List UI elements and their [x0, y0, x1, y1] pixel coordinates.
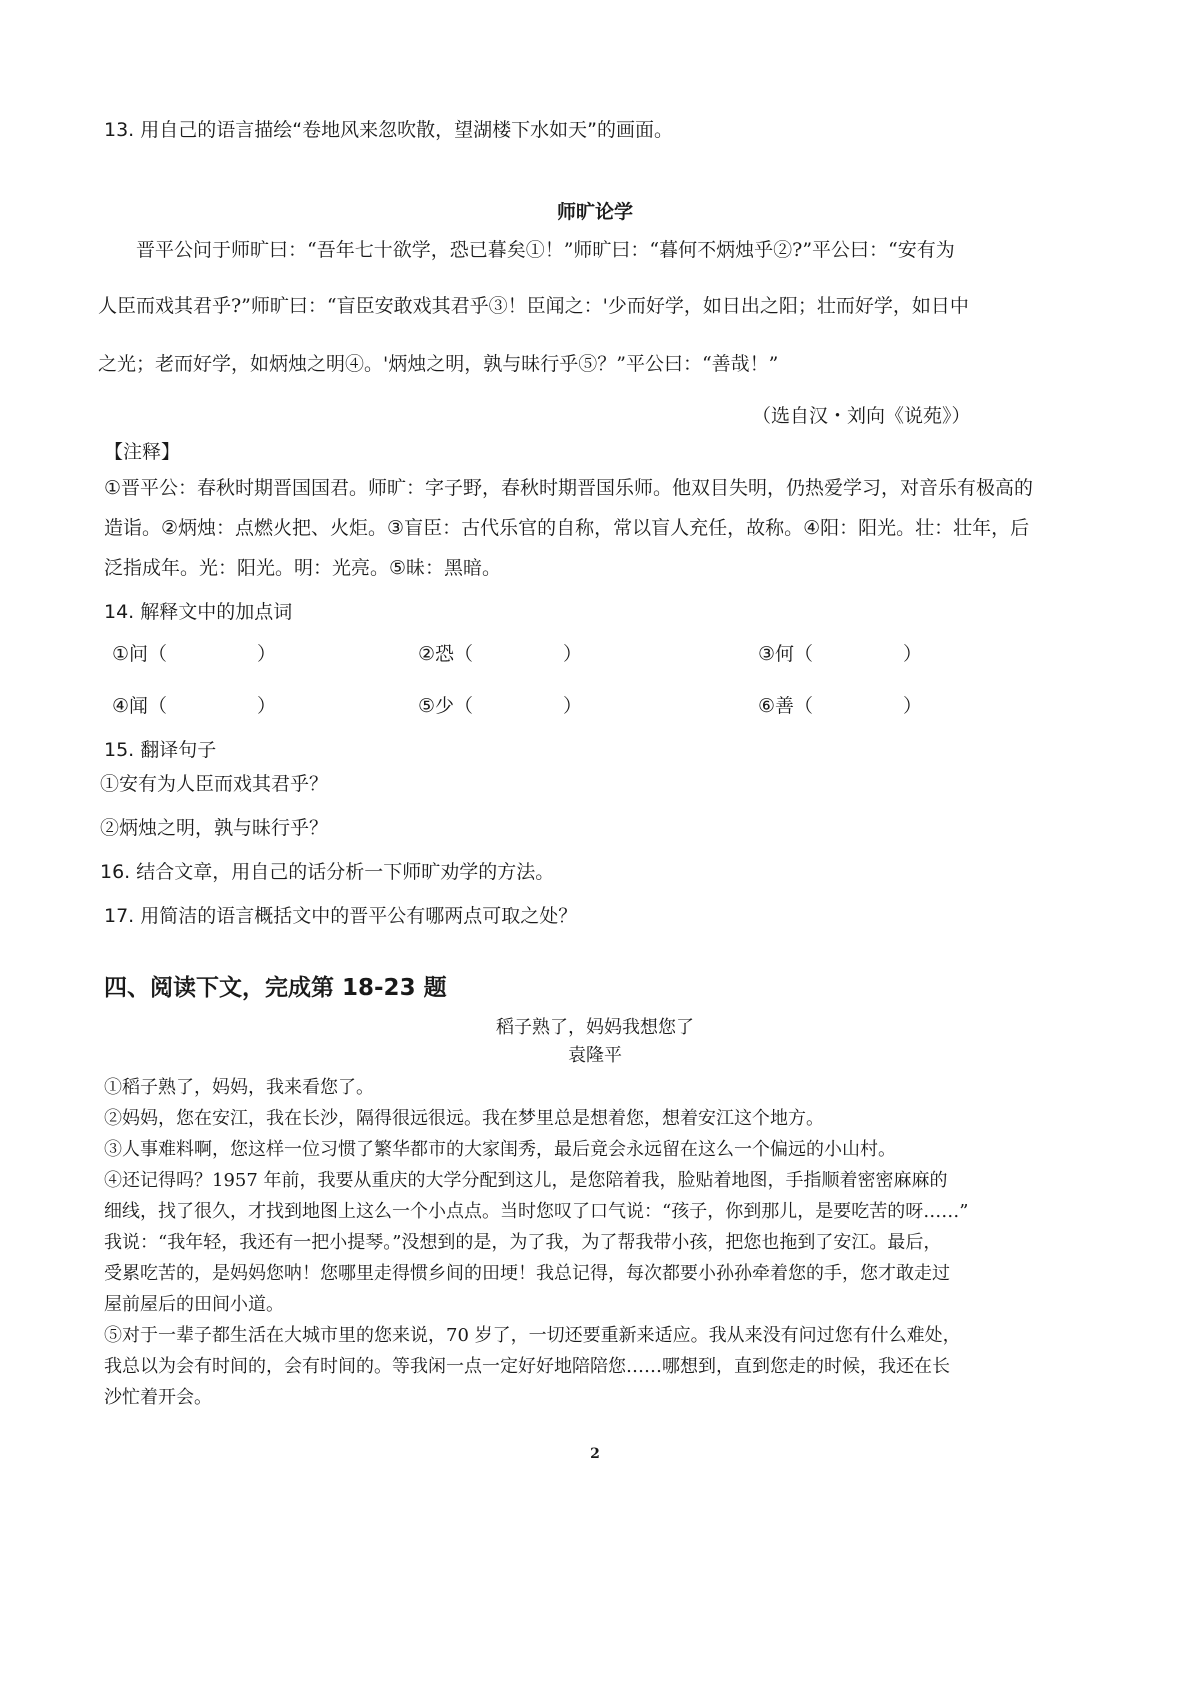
q14-item-4: ④闻（ ） [112, 695, 277, 717]
story-line-2: ②妈妈，您在安江，我在长沙，隔得很远很远。我在梦里总是想着您，想着安江这个地方。 [104, 1108, 824, 1129]
story-line-5: 细线，找了很久，才找到地图上这么一个小点点。当时您叹了口气说：“孩子，你到那儿，是要吃苦的呀……” [104, 1201, 969, 1222]
question-16: 16. 结合文章，用自己的话分析一下师旷劝学的方法。 [100, 861, 555, 883]
q14-item-3: ③何（ ） [758, 643, 923, 665]
classical-text-line-1: 晋平公问于师旷曰：“吾年七十欲学，恐已暮矣①！”师旷曰：“暮何不炳烛乎②?”平公曰：“安有为 [136, 239, 955, 261]
question-15-sentence-1: ①安有为人臣而戏其君乎？ [100, 773, 329, 795]
story-line-8: 屋前屋后的田间小道。 [104, 1294, 284, 1315]
q14-item-2: ②恐（ ） [418, 643, 583, 665]
notes-text: ①晋平公：春秋时期晋国国君。师旷：字子野，春秋时期晋国乐师。他双目失明，仍热爱学习，对音乐有极高的造诣。②炳烛：点燃火把、火炬。③盲臣：古代乐官的自称，常以盲人充任，故称。④阳：阳光。壮：壮年，后泛指成年。光：阳光。明：光亮。⑤昧：黑暗。 [104, 477, 1034, 579]
story-line-3: ③人事难料啊，您这样一位习惯了繁华都市的大家闺秀，最后竟会永远留在这么一个偏远的小山村。 [104, 1139, 896, 1160]
story-author: 袁隆平 [568, 1045, 622, 1066]
q14-item-6: ⑥善（ ） [758, 695, 923, 717]
classical-text-title: 师旷论学 [556, 201, 633, 223]
question-15-sentence-2: ②炳烛之明，孰与昧行乎？ [100, 817, 329, 839]
page-number: 2 [590, 1446, 600, 1462]
question-17: 17. 用简洁的语言概括文中的晋平公有哪两点可取之处？ [104, 905, 578, 927]
q14-item-5: ⑤少（ ） [418, 695, 583, 717]
story-line-7: 受累吃苦的，是妈妈您呐！您哪里走得惯乡间的田埂！我总记得，每次都要小孙孙牵着您的手，您才敢走过 [104, 1263, 950, 1284]
classical-text-line-2: 人臣而戏其君乎?”师旷曰：“盲臣安敢戏其君乎③！臣闻之：'少而好学，如日出之阳；壮而好学，如日中 [98, 295, 969, 317]
story-line-6: 我说：“我年轻，我还有一把小提琴。”没想到的是，为了我，为了帮我带小孩，把您也拖到了安江。最后， [104, 1232, 942, 1253]
question-14-prompt: 14. 解释文中的加点词 [104, 601, 293, 623]
story-line-11: 沙忙着开会。 [104, 1387, 212, 1408]
story-line-1: ①稻子熟了，妈妈，我来看您了。 [104, 1077, 374, 1098]
story-title: 稻子熟了，妈妈我想您了 [496, 1017, 694, 1038]
classical-text-source: （选自汉・刘向《说苑》） [752, 405, 971, 427]
section-4-heading: 四、阅读下文，完成第 18-23 题 [104, 975, 447, 1001]
question-13: 13. 用自己的语言描绘“卷地风来忽吹散，望湖楼下水如天”的画面。 [104, 119, 673, 141]
story-line-10: 我总以为会有时间的，会有时间的。等我闲一点一定好好地陪陪您……哪想到，直到您走的时候，我还在长 [104, 1356, 950, 1377]
question-15-prompt: 15. 翻译句子 [104, 739, 217, 761]
story-line-4: ④还记得吗？1957 年前，我要从重庆的大学分配到这儿，是您陪着我，脸贴着地图，手指顺着密密麻麻的 [104, 1170, 948, 1191]
story-line-9: ⑤对于一辈子都生活在大城市里的您来说，70 岁了，一切还要重新来适应。我从来没有问过您有什么难处， [104, 1325, 961, 1346]
classical-text-line-3: 之光；老而好学，如炳烛之明④。'炳烛之明，孰与昧行乎⑤？”平公曰：“善哉！” [98, 353, 779, 375]
notes-heading: 【注释】 [104, 441, 181, 463]
q14-item-1: ①问（ ） [112, 643, 277, 665]
